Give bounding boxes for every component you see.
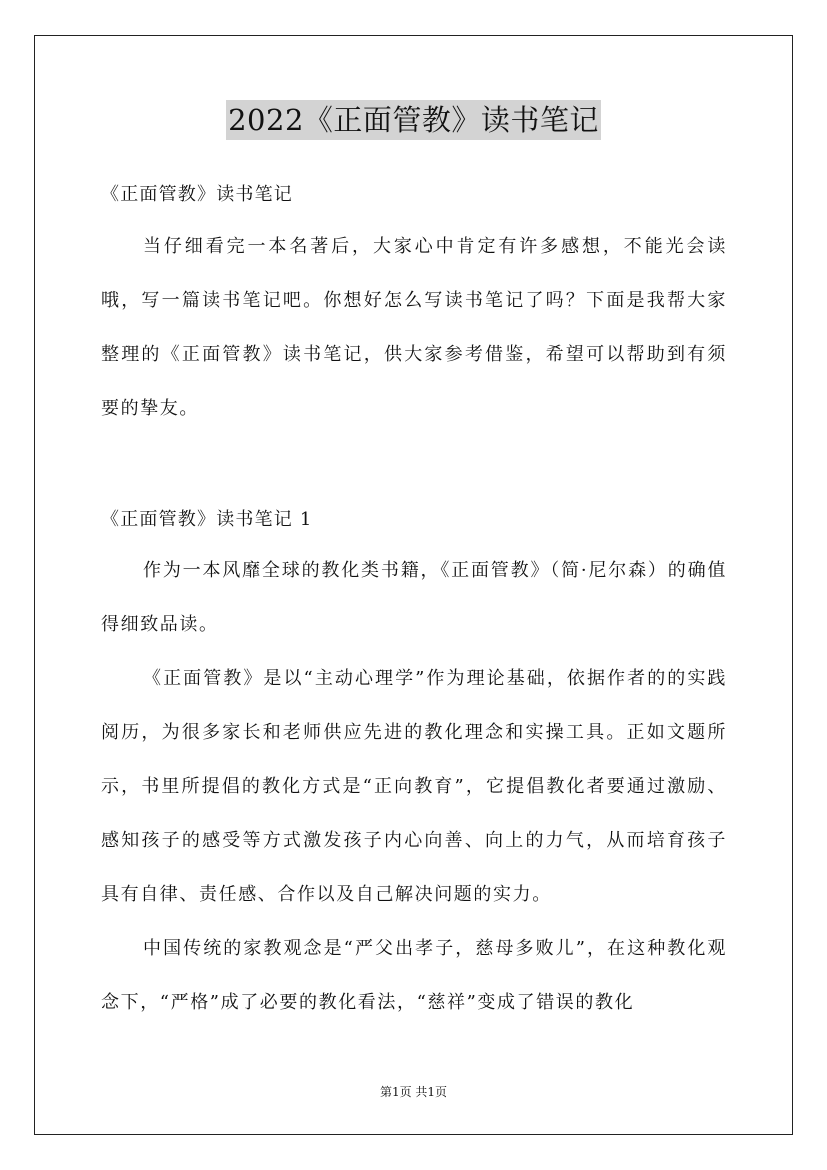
document-title: 2022《正面管教》读书笔记 <box>226 100 601 140</box>
intro-paragraph: 当仔细看完一本名著后，大家心中肯定有许多感想，不能光会读哦，写一篇读书笔记吧。你想好怎么写读书笔记了吗？下面是我帮大家整理的《正面管教》读书笔记，供大家参考借鉴，希望可以帮助到有须要的挚友。 <box>101 236 727 419</box>
body-paragraph-1: 作为一本风靡全球的教化类书籍，《正面管教》（简·尼尔森）的确值得细致品读。 <box>101 560 727 635</box>
page-footer: 第1页 共1页 <box>379 1085 448 1099</box>
subtitle: 《正面管教》读书笔记 <box>101 184 293 205</box>
section-heading: 《正面管教》读书笔记 1 <box>101 509 313 530</box>
body-paragraph-2: 《正面管教》是以“主动心理学”作为理论基础，依据作者的的实践阅历，为很多家长和老师供应先进的教化理念和实操工具。正如文题所示，书里所提倡的教化方式是“正向教育”，它提倡教化者要通过激励、感知孩子的感受等方式激发孩子内心向善、向上的力气，从而培育孩子具有自律、责任感、合作以及自己解决问题的实力。 <box>101 668 727 905</box>
body-paragraph-3: 中国传统的家教观念是“严父出孝子，慈母多败儿”，在这种教化观念下，“严格”成了必要的教化看法，“慈祥”变成了错误的教化 <box>101 938 727 1013</box>
title-container <box>0 100 827 140</box>
